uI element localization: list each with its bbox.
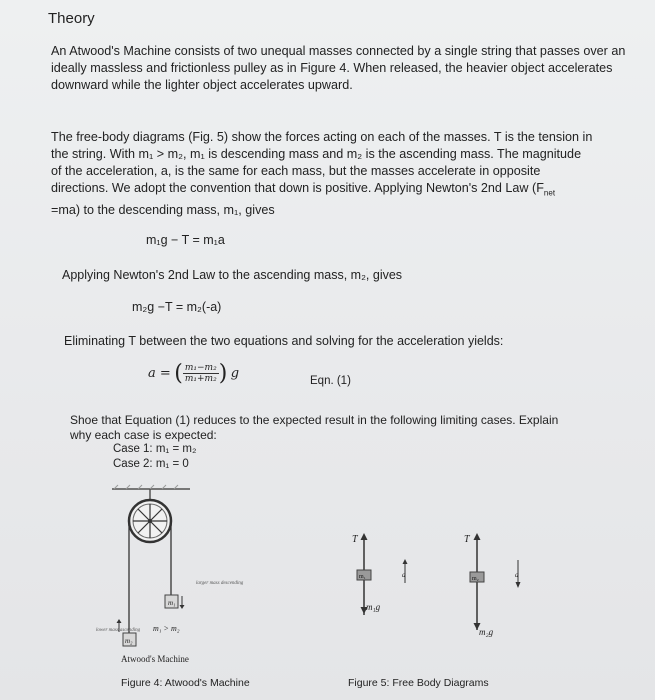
fbd-paragraph bbox=[51, 129, 626, 219]
fbd-line-2: the string. With m₁ > m₂, m₁ is descending mass and m₂ is the ascending mass. The magnitude bbox=[51, 147, 582, 161]
fbd2-accel-label: a bbox=[515, 571, 519, 579]
eq-g: g bbox=[230, 365, 240, 381]
fbd-line-3: of the acceleration, a, is the same for each mass, but the masses accelerate in opposite bbox=[51, 164, 541, 178]
intro-paragraph: An Atwood's Machine consists of two unequal masses connected by a single string that passes over an ideally massless and frictionless pulley as in Figure 4. When released, the heavier object accelerates downward while the lighter object accelerates upward. bbox=[51, 44, 626, 92]
mass-2-label: m₂ bbox=[125, 637, 133, 645]
fbd2-mass-label: m₂ bbox=[472, 576, 479, 582]
figure-5-caption: Figure 5: Free Body Diagrams bbox=[348, 677, 489, 689]
fbd1-mass-label: m₁ bbox=[359, 574, 366, 580]
eq-fraction bbox=[183, 363, 219, 384]
equation-number: Eqn. (1) bbox=[310, 375, 351, 387]
eliminating-text: Eliminating T between the two equations and solving for the acceleration yields: bbox=[64, 334, 504, 348]
fbd2-weight-label: m₂g bbox=[479, 627, 494, 637]
eq-numerator: m₁−m₂ bbox=[184, 363, 217, 373]
fbd1-accel-label: a bbox=[402, 571, 406, 579]
fbd-line-1: The free-body diagrams (Fig. 5) show the forces acting on each of the masses. T is the tension in bbox=[51, 130, 593, 144]
case-1: Case 1: m₁ = m₂ bbox=[113, 443, 197, 455]
free-body-diagrams bbox=[330, 515, 540, 645]
figure-4-caption: Figure 4: Atwood's Machine bbox=[121, 677, 250, 689]
atwood-machine-diagram bbox=[90, 480, 250, 670]
case-2: Case 2: m₁ = 0 bbox=[113, 458, 189, 470]
pulley-wheel bbox=[129, 500, 171, 542]
mass-relation: m₁ > m₂ bbox=[153, 624, 180, 633]
mass-1-label: m₁ bbox=[168, 599, 176, 607]
equation-descending: m₁g − T = m₁a bbox=[146, 233, 225, 247]
fbd1-tension-label: T bbox=[352, 534, 358, 545]
larger-mass-label: larger mass descending bbox=[196, 581, 244, 586]
atwood-title: Atwood's Machine bbox=[121, 654, 189, 664]
fbd2-tension-label: T bbox=[464, 534, 470, 545]
page-title: Theory bbox=[48, 10, 95, 27]
equation-ascending: m₂g −T = m₂(-a) bbox=[132, 300, 222, 314]
question-line-1: Shoe that Equation (1) reduces to the expected result in the following limiting cases. Explain bbox=[70, 413, 559, 427]
equation-acceleration: a = ( $\frac{\text{m₁−m₂}}{\text{m₁+m₂}}$ ) g bbox=[148, 361, 240, 386]
question-line-2: why each case is expected: bbox=[70, 428, 217, 442]
eq-denominator: m₁+m₂ bbox=[184, 374, 217, 384]
fbd1-weight-label: m₁g bbox=[366, 602, 381, 612]
eq-lhs: a = bbox=[148, 365, 171, 381]
ascending-text: Applying Newton's 2nd Law to the ascending mass, m₂, gives bbox=[62, 268, 403, 282]
fbd-line-5: =ma) to the descending mass, m₁, gives bbox=[51, 202, 275, 217]
lower-mass-label: lower mass ascending bbox=[96, 628, 141, 633]
fbd-line-4: directions. We adopt the convention that down is positive. Applying Newton's 2nd Law ($F_{net}$ bbox=[51, 181, 556, 198]
